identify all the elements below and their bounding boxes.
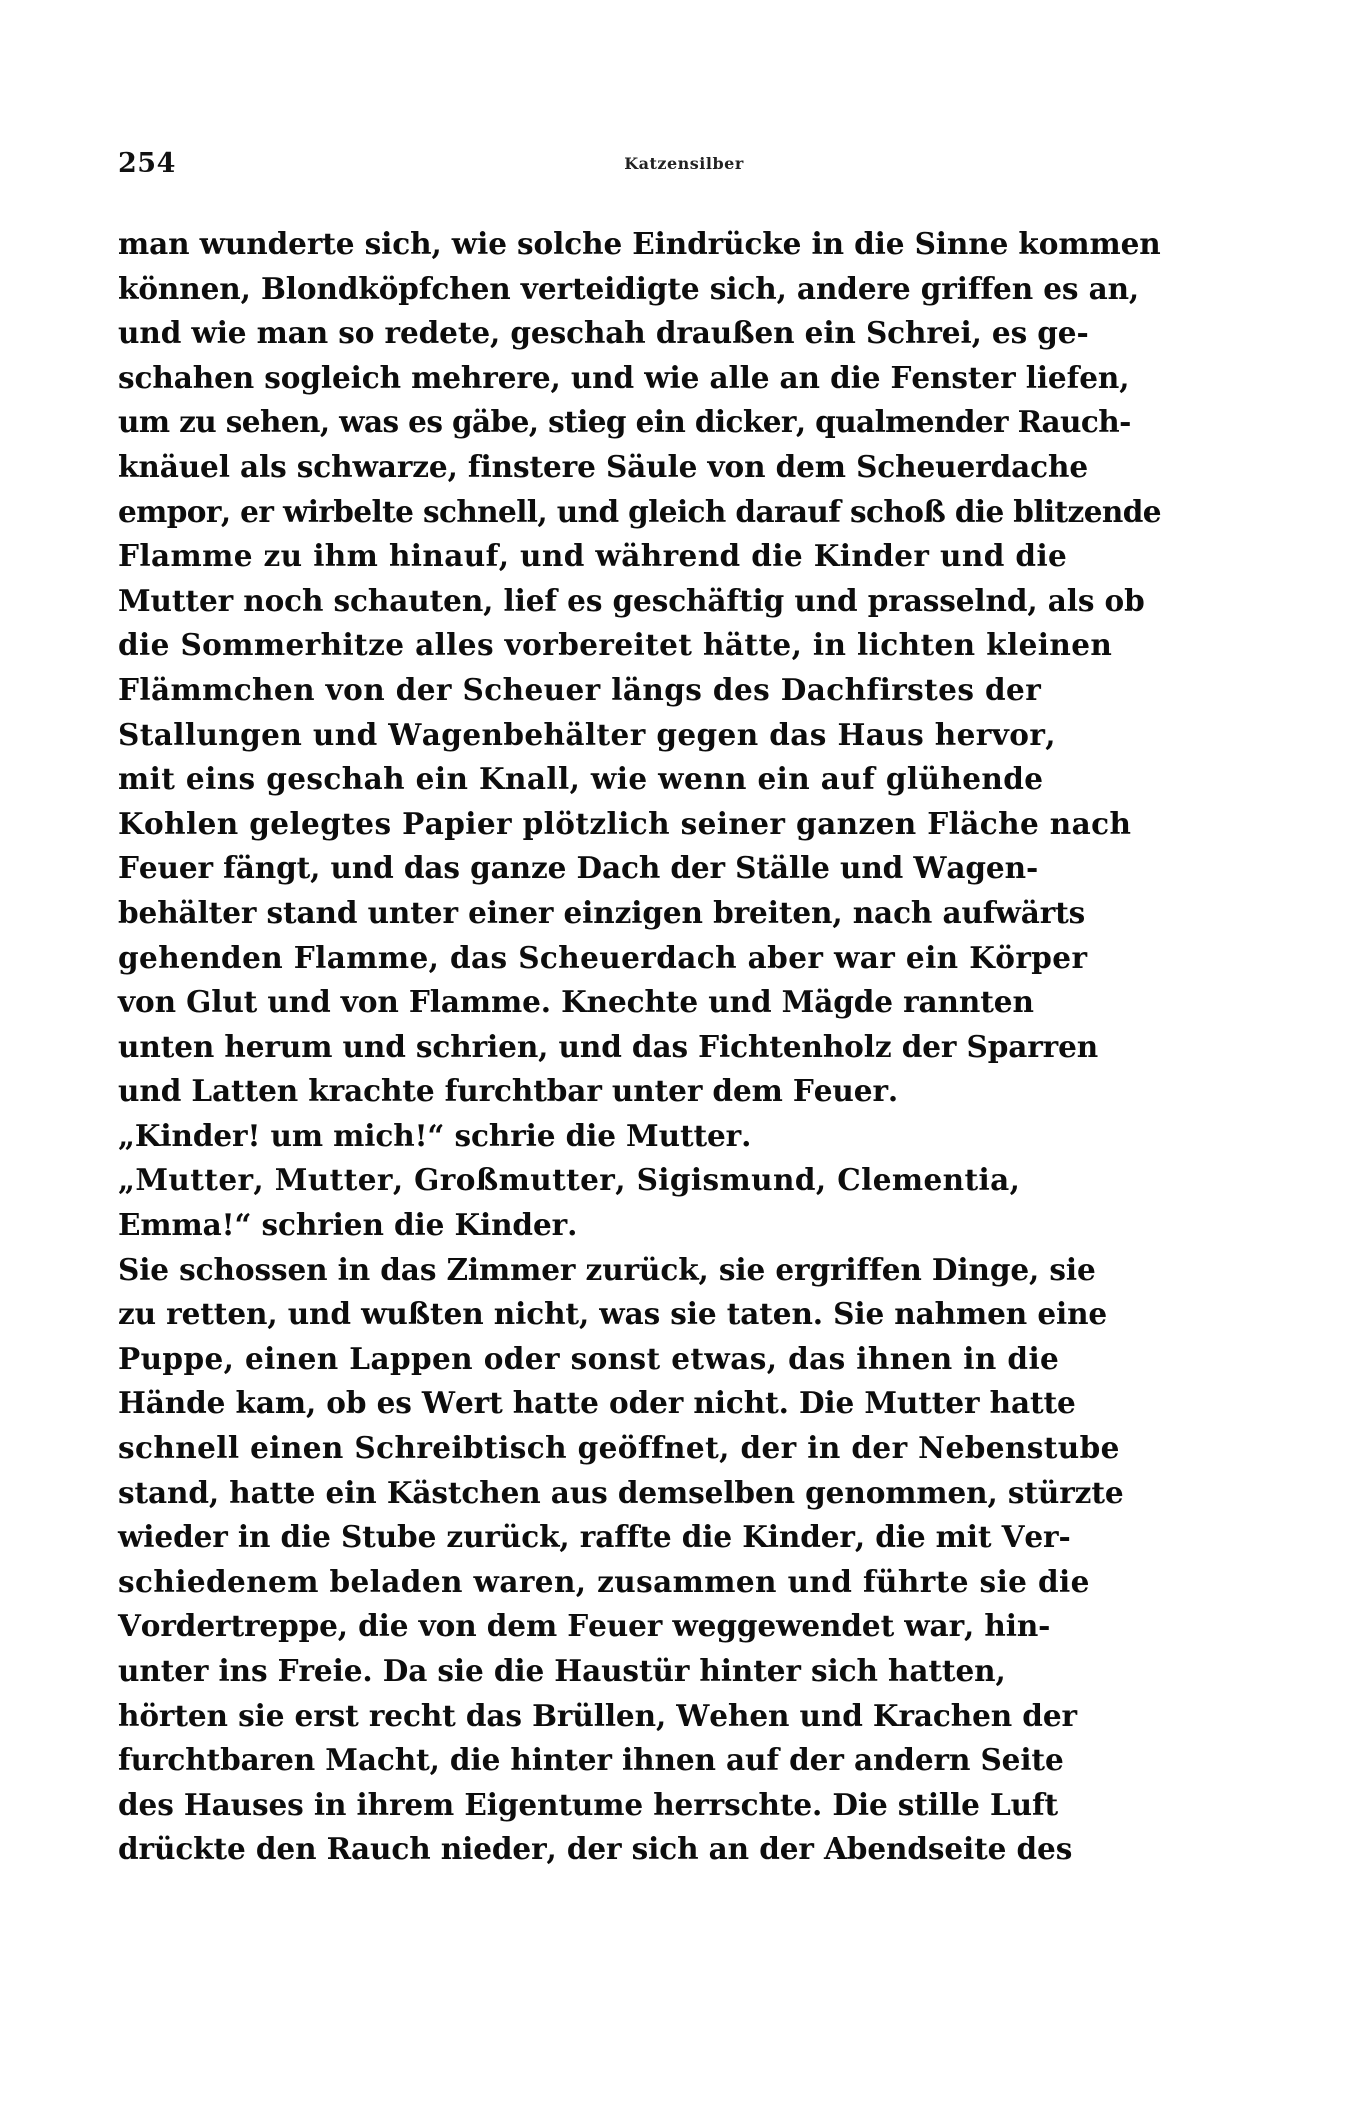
text-line: hörten sie erst recht das Brüllen, Wehen und Krachen der bbox=[118, 1697, 1077, 1733]
text-line: wieder in die Stube zurück, raffte die Kinder, die mit Ver- bbox=[118, 1519, 1071, 1555]
page-number: 254 bbox=[118, 148, 176, 179]
text-line: die Sommerhitze alles vorbereitet hätte, in lichten kleinen bbox=[118, 627, 1113, 663]
text-line: Mutter noch schauten, lief es geschäftig und prasselnd, als ob bbox=[118, 582, 1145, 618]
text-line: behälter stand unter einer einzigen breiten, nach aufwärts bbox=[118, 894, 1086, 930]
text-line: Hände kam, ob es Wert hatte oder nicht. Die Mutter hatte bbox=[118, 1385, 1076, 1421]
text-line: Puppe, einen Lappen oder sonst etwas, das ihnen in die bbox=[118, 1340, 1060, 1376]
text-line: des Hauses in ihrem Eigentume herrschte. Die stille Luft bbox=[118, 1786, 1059, 1822]
text-line: Flamme zu ihm hinauf, und während die Kinder und die bbox=[118, 538, 1068, 574]
text-line: Feuer fängt, und das ganze Dach der Ställe und Wagen- bbox=[118, 850, 1039, 886]
text-line: schnell einen Schreibtisch geöffnet, der in der Nebenstube bbox=[118, 1430, 1120, 1466]
page-header bbox=[0, 148, 1368, 178]
text-line: empor, er wirbelte schnell, und gleich darauf schoß die blitzende bbox=[118, 493, 1161, 529]
text-line: können, Blondköpfchen verteidigte sich, andere griffen es an, bbox=[118, 270, 1140, 306]
text-line: „Mutter, Mutter, Großmutter, Sigismund, Clementia, bbox=[118, 1162, 1021, 1198]
text-line: und Latten krachte furchtbar unter dem Feuer. bbox=[118, 1073, 899, 1109]
text-line: Emma!“ schrien die Kinder. bbox=[118, 1207, 578, 1243]
text-line: Sie schossen in das Zimmer zurück, sie ergriffen Dinge, sie bbox=[118, 1251, 1096, 1287]
text-line: stand, hatte ein Kästchen aus demselben genommen, stürzte bbox=[118, 1474, 1124, 1510]
text-line: schahen sogleich mehrere, und wie alle an die Fenster liefen, bbox=[118, 359, 1130, 395]
text-line: Stallungen und Wagenbehälter gegen das Haus hervor, bbox=[118, 716, 1056, 752]
text-line: mit eins geschah ein Knall, wie wenn ein auf glühende bbox=[118, 761, 1044, 797]
text-line: und wie man so redete, geschah draußen ein Schrei, es ge- bbox=[118, 315, 1089, 351]
text-line: um zu sehen, was es gäbe, stieg ein dicker, qualmender Rauch- bbox=[118, 404, 1131, 440]
text-line: „Kinder! um mich!“ schrie die Mutter. bbox=[118, 1117, 752, 1153]
body-text bbox=[118, 222, 1250, 1872]
text-line: schiedenem beladen waren, zusammen und führte sie die bbox=[118, 1563, 1090, 1599]
text-line: gehenden Flamme, das Scheuerdach aber war ein Körper bbox=[118, 939, 1088, 975]
text-line: unten herum und schrien, und das Fichtenholz der Sparren bbox=[118, 1028, 1099, 1064]
running-head: Katzensilber bbox=[624, 154, 744, 173]
text-line: zu retten, und wußten nicht, was sie taten. Sie nahmen eine bbox=[118, 1296, 1108, 1332]
text-line: Flämmchen von der Scheuer längs des Dachfirstes der bbox=[118, 671, 1042, 707]
text-line: Vordertreppe, die von dem Feuer weggewendet war, hin- bbox=[118, 1608, 1051, 1644]
text-line: furchtbaren Macht, die hinter ihnen auf der andern Seite bbox=[118, 1742, 1064, 1778]
text-line: von Glut und von Flamme. Knechte und Mägde rannten bbox=[118, 984, 1034, 1020]
text-line: knäuel als schwarze, finstere Säule von dem Scheuerdache bbox=[118, 448, 1089, 484]
text-line: unter ins Freie. Da sie die Haustür hinter sich hatten, bbox=[118, 1653, 1006, 1688]
text-line: man wunderte sich, wie solche Eindrücke in die Sinne kommen bbox=[118, 226, 1161, 261]
text-line: drückte den Rauch nieder, der sich an der Abendseite des bbox=[118, 1831, 1073, 1867]
text-line: Kohlen gelegtes Papier plötzlich seiner ganzen Fläche nach bbox=[118, 805, 1132, 841]
